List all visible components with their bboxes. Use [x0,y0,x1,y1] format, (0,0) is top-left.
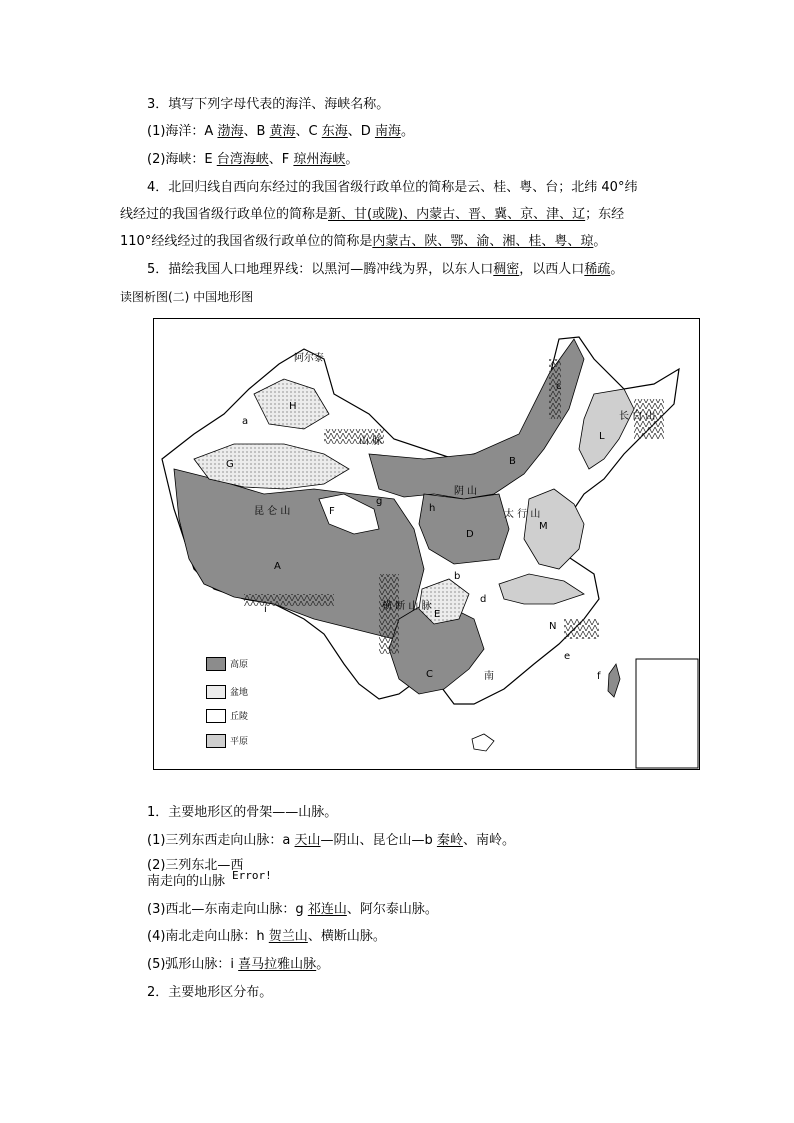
label-d-lower: d [480,594,487,605]
terrain-regions-heading: 2．主要地形区分布。 [147,985,273,1000]
label-f-upper: F [329,506,335,517]
label-f-lower: f [597,671,601,682]
label-h-lower: h [429,503,436,514]
south-sea-inset [636,659,698,768]
text: (3)西北—东南走向山脉：g [147,902,308,917]
ns-mountains-line [147,927,386,947]
ne-mountains-line1: (2)三列东北—西 [147,858,244,873]
legend-basin-swatch [206,685,226,699]
answer-qilian: 祁连山 [307,902,347,917]
answer-strait-e: 台湾海峡 [216,152,269,167]
legend-hills-swatch [206,709,226,723]
map-svg [154,319,699,769]
label-changbai: 长 白 山 [619,411,656,422]
text: 线经过的我国省级行政单位的简称是 [120,207,329,222]
label-a-lower: a [242,416,249,427]
label-nan: 南 [484,671,494,682]
answer-ocean-c: 东海 [321,124,348,139]
text: 110°经线经过的我国省级行政单位的简称是 [120,234,373,249]
label-e-lower: e [564,651,571,662]
answer-strait-f: 琼州海峡 [293,152,346,167]
item4-line3 [120,232,606,252]
legend-plain-label: 平原 [230,737,249,747]
label-b-upper: B [509,456,516,467]
text: 。 [593,234,607,249]
label-hengduan: 横 断 山 脉 [382,601,432,612]
end: 。 [400,124,414,139]
text: ；东经 [585,207,625,222]
sep: 、B [243,124,270,139]
mountain-hatching [564,619,599,639]
label-l-upper: L [599,431,605,442]
text: 。 [610,262,624,277]
figure-caption: 读图析图(二) 中国地形图 [120,290,254,304]
china-terrain-map [153,318,700,770]
label-c-lower: c [556,381,562,392]
answer-tianshan: 天山 [294,833,321,848]
text: —阴山、昆仑山—b [320,833,437,848]
legend-plateau-swatch [206,657,226,671]
legend-plateau-label: 高原 [230,660,249,670]
label-m-upper: M [539,521,548,532]
label-g-lower: g [376,496,383,507]
answer-ocean-b: 黄海 [269,124,296,139]
text: ，以西人口 [519,262,585,277]
nw-mountains-line [147,900,438,920]
mountains-heading: 1．主要地形区的骨架——山脉。 [147,805,338,820]
strait-prefix: (2)海峡：E [147,152,217,167]
text: 。 [316,957,330,972]
legend-hills-label: 丘陵 [230,712,249,722]
label-i-lower: i [264,604,267,615]
ne-mountains-error: Error! [232,869,272,882]
answer-helan: 贺兰山 [268,929,308,944]
label-e-upper: E [434,609,441,620]
text: 、阿尔泰山脉。 [346,902,438,917]
legend-plain-swatch [206,734,226,748]
label-d-upper: D [466,529,474,540]
label-g-upper: G [226,459,234,470]
item5-line [147,260,623,280]
text: (5)弧形山脉：i [147,957,239,972]
taiwan-island [608,664,620,697]
answer-ocean-d: 南海 [374,124,401,139]
text: 5．描绘我国人口地理界线：以黑河—腾冲线为界，以东人口 [147,262,494,277]
mountain-hatching [379,574,399,654]
answer-sparse: 稀疏 [584,262,611,277]
label-yinshan: 阴 山 [454,486,478,497]
label-tianshan: 山 脉 [359,436,383,447]
item4-line1: 4．北回归线自西向东经过的我国省级行政单位的简称是云、桂、粤、台；北纬 40°纬 [147,180,638,195]
text: (4)南北走向山脉：h [147,929,269,944]
text: 、南岭。 [462,833,515,848]
label-a-upper: A [274,561,281,572]
ne-mountains-line2: 南走向的山脉 [147,874,226,889]
answer-dense: 稠密 [493,262,520,277]
mountain-hatching [244,594,334,606]
label-kunlun: 昆 仑 山 [254,506,291,517]
answer-himalaya: 喜马拉雅山脉 [238,957,317,972]
label-n-upper: N [549,621,557,632]
item3-title: 3．填写下列字母代表的海洋、海峡名称。 [147,97,390,112]
end: 。 [345,152,359,167]
answer-40n: 新、甘(或陇)、内蒙古、晋、冀、京、津、辽 [328,207,586,222]
arc-mountains-line [147,955,329,975]
text: (1)三列东西走向山脉：a [147,833,295,848]
answer-110e: 内蒙古、陕、鄂、渝、湘、桂、粤、琼 [372,234,594,249]
sep: 、F [268,152,294,167]
item4-line2 [120,205,624,225]
hainan-island [472,734,494,751]
item3-strait-line [147,150,358,170]
label-h-upper: H [289,401,297,412]
label-b-lower: b [454,571,461,582]
ew-mountains-line [147,831,515,851]
sep: 、C [295,124,322,139]
label-altai: 阿尔泰 [294,353,324,364]
label-c-upper: C [426,669,433,680]
sep: 、D [347,124,375,139]
item3-ocean-line [147,122,414,142]
legend-basin-label: 盆地 [230,688,249,698]
ocean-prefix: (1)海洋：A [147,124,218,139]
text: 、横断山脉。 [307,929,386,944]
answer-qinling: 秦岭 [436,833,463,848]
label-taihang: 太 行 山 [504,509,541,520]
answer-ocean-a: 渤海 [217,124,244,139]
